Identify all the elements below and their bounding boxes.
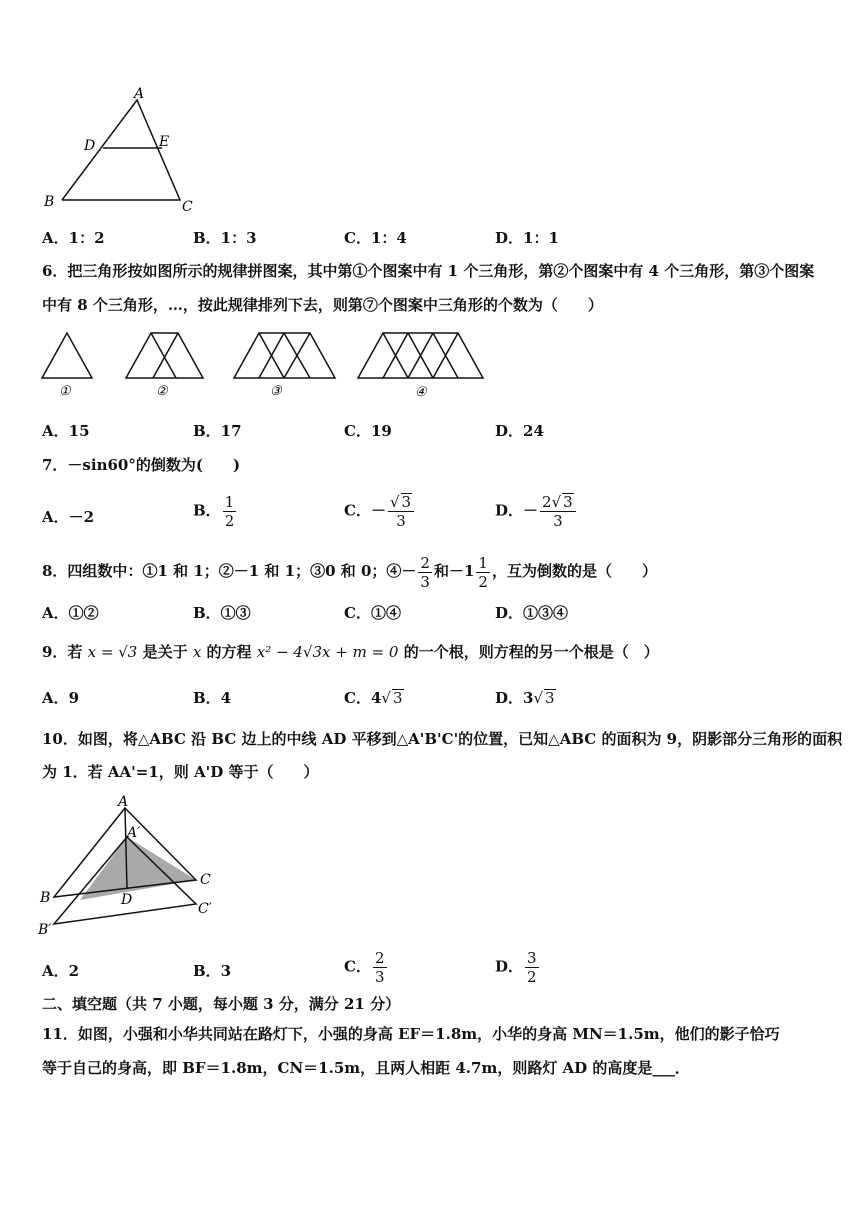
- q9-equation-root: x = √3: [87, 643, 138, 661]
- radicand: 3: [392, 689, 403, 707]
- label-d: D: [121, 892, 133, 908]
- denominator: 3: [396, 512, 406, 530]
- q6-stem-line2: 中有 8 个三角形，…，按此规律排列下去，则第⑦个图案中三角形的个数为（ ）: [42, 296, 603, 314]
- q10-option-c[interactable]: [344, 949, 389, 986]
- q8-stem: [42, 553, 657, 591]
- numerator: 1: [224, 493, 235, 511]
- numerator: √ 3: [388, 493, 414, 512]
- q6-stem-line1: 6．把三角形按如图所示的规律拼图案，其中第①个图案中有 1 个三角形，第②个图案中有 4 个三角形，第③个图案: [42, 262, 815, 280]
- q9-option-d-prefix: D．3: [495, 689, 534, 707]
- label-b: B: [44, 194, 55, 210]
- q5-option-b[interactable]: B．1：3: [193, 229, 257, 247]
- numerator: 3: [527, 949, 537, 967]
- denominator: 2: [478, 572, 488, 591]
- denominator: 3: [553, 512, 563, 530]
- pattern-label-1: ①: [59, 384, 71, 399]
- q9-option-c[interactable]: C．4√ 3: [344, 689, 403, 707]
- q7-option-b-prefix: B．: [193, 501, 221, 520]
- q9-stem-a: 9．若: [42, 643, 83, 661]
- q9-equation: x² − 4√3x + m = 0: [256, 643, 399, 661]
- pattern-label-3: ③: [270, 384, 282, 399]
- figure-triangle-ade: [40, 85, 210, 215]
- q7-option-d-prefix: D．－: [495, 501, 539, 520]
- label-c: C: [182, 199, 193, 215]
- q6-option-b[interactable]: B．17: [193, 422, 242, 440]
- label-b-prime: B′: [38, 922, 52, 938]
- label-a: A: [118, 794, 129, 810]
- q10-option-d[interactable]: [495, 949, 541, 986]
- q9-option-d[interactable]: D．3√ 3: [495, 689, 555, 707]
- q10-option-a[interactable]: A．2: [42, 962, 80, 980]
- q8-option-b[interactable]: B．①③: [193, 604, 251, 622]
- q8-option-d[interactable]: D．①③④: [495, 604, 569, 622]
- q7-stem: 7．－sin60°的倒数为( ): [42, 456, 241, 474]
- figure-translated-triangles: [36, 792, 226, 942]
- q8-option-c[interactable]: C．①④: [344, 604, 401, 622]
- q5-option-d[interactable]: D．1：1: [495, 229, 559, 247]
- label-b: B: [40, 890, 51, 906]
- label-d: D: [84, 138, 96, 154]
- q7-option-d-fraction: [540, 493, 576, 530]
- q8-fraction: [418, 554, 432, 591]
- q7-option-b-fraction: [223, 493, 237, 530]
- q7-option-a[interactable]: A．－2: [42, 508, 95, 526]
- q6-option-d[interactable]: D．24: [495, 422, 544, 440]
- q6-option-c[interactable]: C．19: [344, 422, 392, 440]
- label-a-prime: A′: [127, 825, 141, 841]
- pattern-label-4: ④: [415, 385, 427, 400]
- q9-variable: x: [192, 643, 202, 661]
- q10-stem-line1: 10．如图，将△ABC 沿 BC 边上的中线 AD 平移到△A'B'C'的位置，已知△ABC 的面积为 9，阴影部分三角形的面积: [42, 730, 843, 748]
- q7-option-c-prefix: C．－: [344, 501, 386, 520]
- q10-option-c-prefix: C．: [344, 957, 371, 976]
- radicand: 3: [545, 689, 555, 707]
- q8-stem-c: ，互为倒数的是（ ）: [491, 562, 657, 580]
- label-c-prime: C′: [198, 901, 212, 917]
- q11-stem-line1: 11．如图，小强和小华共同站在路灯下，小强的身高 EF＝1.8m，小华的身高 MN＝1.5m，他们的影子恰巧: [42, 1025, 780, 1043]
- q9-stem-d: 的一个根，则方程的另一个根是（ ）: [403, 643, 659, 661]
- denominator: 3: [420, 572, 430, 591]
- q5-option-c[interactable]: C．1：4: [344, 229, 407, 247]
- q8-mixed-fraction: [476, 554, 490, 591]
- q9-stem: [42, 642, 659, 662]
- q8-stem-b: 和－1: [433, 562, 475, 580]
- q9-option-b[interactable]: B．4: [193, 689, 232, 707]
- q10-option-d-fraction: [525, 949, 539, 986]
- denominator: 3: [374, 968, 385, 986]
- q10-stem-line2: 为 1．若 AA'=1，则 A'D 等于（ ）: [42, 763, 319, 781]
- denominator: 2: [224, 512, 235, 530]
- denominator: 2: [527, 968, 537, 986]
- q7-option-c-fraction: [388, 493, 414, 530]
- numerator: 2: [420, 553, 430, 572]
- q10-option-d-prefix: D．: [495, 957, 524, 976]
- q10-option-c-fraction: [373, 949, 387, 986]
- pattern-label-2: ②: [156, 384, 168, 399]
- q11-stem-line2: 等于自己的身高，即 BF＝1.8m，CN＝1.5m，且两人相距 4.7m，则路灯 AD 的高度是___．: [42, 1059, 690, 1077]
- q9-option-a[interactable]: A．9: [42, 689, 80, 707]
- q7-option-c[interactable]: [344, 493, 416, 530]
- q9-stem-c: 的方程: [206, 643, 252, 661]
- label-e: E: [159, 134, 170, 150]
- q8-option-a[interactable]: A．①②: [42, 604, 99, 622]
- numerator: 2√ 3: [540, 493, 576, 512]
- label-c: C: [200, 872, 211, 888]
- radicand: 3: [401, 493, 412, 511]
- radicand: 3: [563, 493, 573, 511]
- q8-stem-a: 8．四组数中：①1 和 1；②－1 和 1；③0 和 0；④－: [42, 562, 417, 580]
- q10-option-b[interactable]: B．3: [193, 962, 232, 980]
- q5-option-a[interactable]: A．1：2: [42, 229, 105, 247]
- numerator: 1: [478, 553, 488, 572]
- coefficient: 2: [542, 493, 552, 511]
- q9-stem-b: 是关于: [142, 643, 188, 661]
- numerator: 2: [374, 949, 385, 967]
- section-heading-fill-blank: 二、填空题（共 7 小题，每小题 3 分，满分 21 分）: [42, 995, 401, 1013]
- q7-option-b[interactable]: [193, 493, 238, 530]
- q6-option-a[interactable]: A．15: [42, 422, 90, 440]
- label-a: A: [134, 86, 145, 102]
- q9-option-c-prefix: C．4: [344, 689, 382, 707]
- q6-pattern-figures: [38, 328, 498, 403]
- q7-option-d[interactable]: [495, 493, 578, 530]
